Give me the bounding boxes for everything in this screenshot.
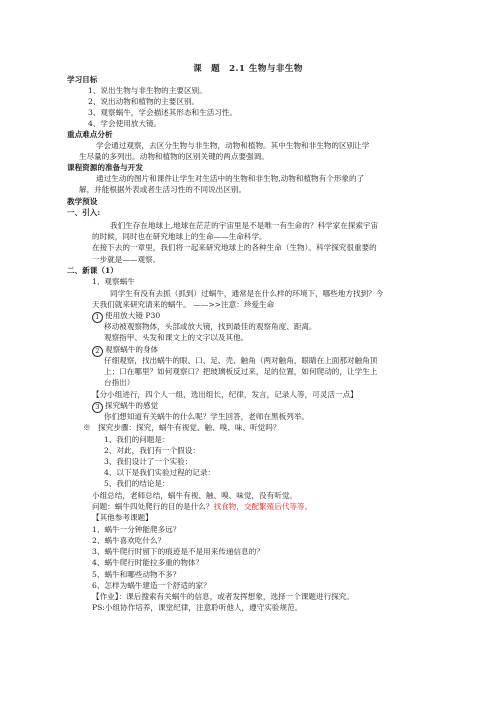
line-text: 4、学会使用放大镜。 bbox=[88, 119, 162, 128]
line-text: 【分小组进行，四个人一组，选出组长，纪律，发言，记录人等，可灵活一点】 bbox=[92, 390, 358, 399]
line-text: 2、说出动物和植物的主要区别。 bbox=[88, 97, 200, 106]
circled-number: 3 bbox=[92, 402, 103, 413]
text-line bbox=[92, 536, 165, 546]
text-line bbox=[92, 300, 274, 310]
section-heading bbox=[67, 75, 97, 85]
text-line bbox=[104, 322, 317, 332]
line-text: 1、说出生物与非生物的主要区别。 bbox=[88, 86, 207, 95]
highlighted-answer: 找食物，交配繁殖后代等等。 bbox=[213, 502, 313, 511]
line-text: 观察指甲、头发和课文上的文字以及其他。 bbox=[104, 333, 249, 342]
line-text: 课程资源的准备与开发 bbox=[67, 163, 143, 172]
line-text: 台指出） bbox=[104, 378, 135, 387]
text-line bbox=[104, 356, 377, 366]
text-line bbox=[110, 221, 378, 231]
text-line bbox=[92, 390, 358, 400]
section-heading bbox=[67, 266, 118, 276]
text-line bbox=[92, 491, 297, 501]
text-line bbox=[79, 185, 246, 195]
text-line bbox=[92, 502, 312, 512]
text-line bbox=[104, 333, 248, 343]
text-line bbox=[92, 581, 211, 591]
text-line bbox=[96, 174, 364, 184]
line-text: 一、引入: bbox=[67, 208, 101, 217]
line-text: 在接下去的一章里，我们将一起来研究地球上的各种生命（生物）。科学探究很重要的 bbox=[92, 243, 377, 252]
text-line bbox=[88, 86, 207, 96]
line-text: 【作业】：课后搜索有关蜗牛的信息，或者发挥想象，选择一个课题进行探究。 bbox=[92, 592, 354, 601]
line-text: 4、以下是我们实验过程的记录： bbox=[104, 468, 216, 477]
line-text: 6、怎样为蜗牛建造一个舒适的家？ bbox=[92, 581, 211, 590]
text-line bbox=[92, 243, 377, 253]
line-text: 小组总结，老师总结，蜗牛有视、触、嗅、味觉，没有听觉。 bbox=[92, 491, 298, 500]
line-text: 3、我们设计了一个实验： bbox=[104, 457, 193, 466]
circled-number: 2 bbox=[92, 346, 103, 357]
text-line bbox=[92, 558, 203, 568]
text-line bbox=[104, 412, 309, 422]
line-text: 4、蜗牛爬行时能拉多重的物体？ bbox=[92, 558, 204, 567]
text-line bbox=[104, 367, 377, 377]
line-text: 【其他参考课题】 bbox=[92, 513, 153, 522]
text-line bbox=[104, 457, 192, 467]
line-text: 通过生动的图片和课件让学生对生活中的生物和非生物,动物和植物有个形象的了 bbox=[96, 174, 365, 183]
line-text: 生尽量的多列出。动物和植物的区别关键的两点要强调。 bbox=[79, 152, 269, 161]
line-text: 3、观察蜗牛，学会描述其形态和生活习性。 bbox=[88, 108, 238, 117]
section-heading bbox=[67, 163, 143, 173]
line-text: 2、对此，我们有一个假设： bbox=[104, 446, 200, 455]
line-text: 探究蜗牛的感觉 bbox=[105, 401, 159, 410]
line-text: 2、蜗牛喜欢吃什么？ bbox=[92, 536, 166, 545]
text-line bbox=[104, 446, 200, 456]
line-text: 1、蜗牛一分钟能爬多远？ bbox=[92, 525, 181, 534]
line-text: ※ 探究步骤：探究，蜗牛有视觉、触、嗅、味、听觉吗？ bbox=[83, 423, 281, 432]
line-text: 5、我们的结论是： bbox=[104, 479, 170, 488]
line-text: 1、我们的问题是： bbox=[104, 435, 170, 444]
line-text: 3、蜗牛爬行时留下的痕迹是不是用来传递信息的？ bbox=[92, 547, 264, 556]
line-text: 仔细观察，找出蜗牛的眼、口、足、壳、触角（两对触角，眼睛在上面那对触角顶 bbox=[104, 356, 378, 365]
line-text: 解，并能根据外表或者生活习性的不同说出区别。 bbox=[79, 185, 247, 194]
line-text: 使用放大镜 P30 bbox=[105, 311, 161, 320]
page-title: 课 题 2.1 生物与非生物 bbox=[193, 64, 303, 74]
line-text: 移动被观察物体，头部或放大镜，找到最佳的观察角度、距离。 bbox=[104, 322, 317, 331]
line-text: 教学预设 bbox=[67, 197, 98, 206]
line-text: 同学生有没有去抓（抓到）过蜗牛，通常是在什么样的环境下，哪些地方找到？今 bbox=[110, 289, 384, 298]
text-line bbox=[88, 97, 199, 107]
text-line bbox=[92, 603, 302, 613]
line-text: PS:小组协作培养，课堂纪律，注意聆听他人，遵守实验规范。 bbox=[92, 603, 303, 612]
line-text: 你们想知道有关蜗牛的什么呢？学生回答，老师在黑板列举。 bbox=[104, 412, 310, 421]
text-line bbox=[92, 547, 264, 557]
line-text: 5、蜗牛和哪些动物不多？ bbox=[92, 570, 181, 579]
text-line bbox=[79, 152, 269, 162]
line-text: 1、观察蜗牛 bbox=[92, 277, 135, 286]
text-line bbox=[104, 378, 134, 388]
line-text: 学会通过观察，去区分生物与非生物，动物和植物。其中生物和非生物的区别让学 bbox=[96, 141, 370, 150]
circled-number: 1 bbox=[92, 312, 103, 323]
text-line bbox=[104, 468, 215, 478]
text-line bbox=[92, 255, 160, 265]
line-text: 学习目标 bbox=[67, 75, 98, 84]
line-text: 的时候，同时也在研究地球上的生命——生命科学。 bbox=[92, 232, 267, 241]
text-line bbox=[104, 435, 170, 445]
line-text: 一步就是——观察。 bbox=[92, 255, 161, 264]
text-line bbox=[92, 570, 180, 580]
text-line bbox=[110, 289, 383, 299]
text-line bbox=[92, 592, 354, 602]
text-line bbox=[104, 479, 170, 489]
line-text: 我们生存在地球上,地球在茫茫的宇宙里是不是唯一有生命的？科学家在探索宇宙 bbox=[110, 221, 379, 230]
text-line bbox=[92, 513, 153, 523]
line-text: 天我们就来研究请来的蜗牛。 ——>>注意：珍爱生命 bbox=[92, 300, 275, 309]
line-text: 问题：蜗牛四处爬行的目的是什么？ bbox=[92, 502, 214, 511]
line-text: 重点难点分析 bbox=[67, 130, 113, 139]
text-line bbox=[96, 141, 369, 151]
text-line bbox=[92, 232, 267, 242]
line-text: 观察蜗牛的身体 bbox=[105, 345, 159, 354]
line-text: 二、新课（1） bbox=[67, 266, 118, 275]
text-line bbox=[88, 119, 161, 129]
line-text: 上；口在哪里？如何观察口？把玻璃板反过来，足的位置，如何爬动的，让学生上 bbox=[104, 367, 378, 376]
text-line bbox=[88, 108, 237, 118]
section-heading bbox=[67, 130, 113, 140]
text-line bbox=[92, 277, 135, 287]
section-heading bbox=[67, 197, 97, 207]
text-line bbox=[92, 525, 180, 535]
text-line bbox=[83, 423, 280, 433]
section-heading bbox=[67, 208, 100, 218]
